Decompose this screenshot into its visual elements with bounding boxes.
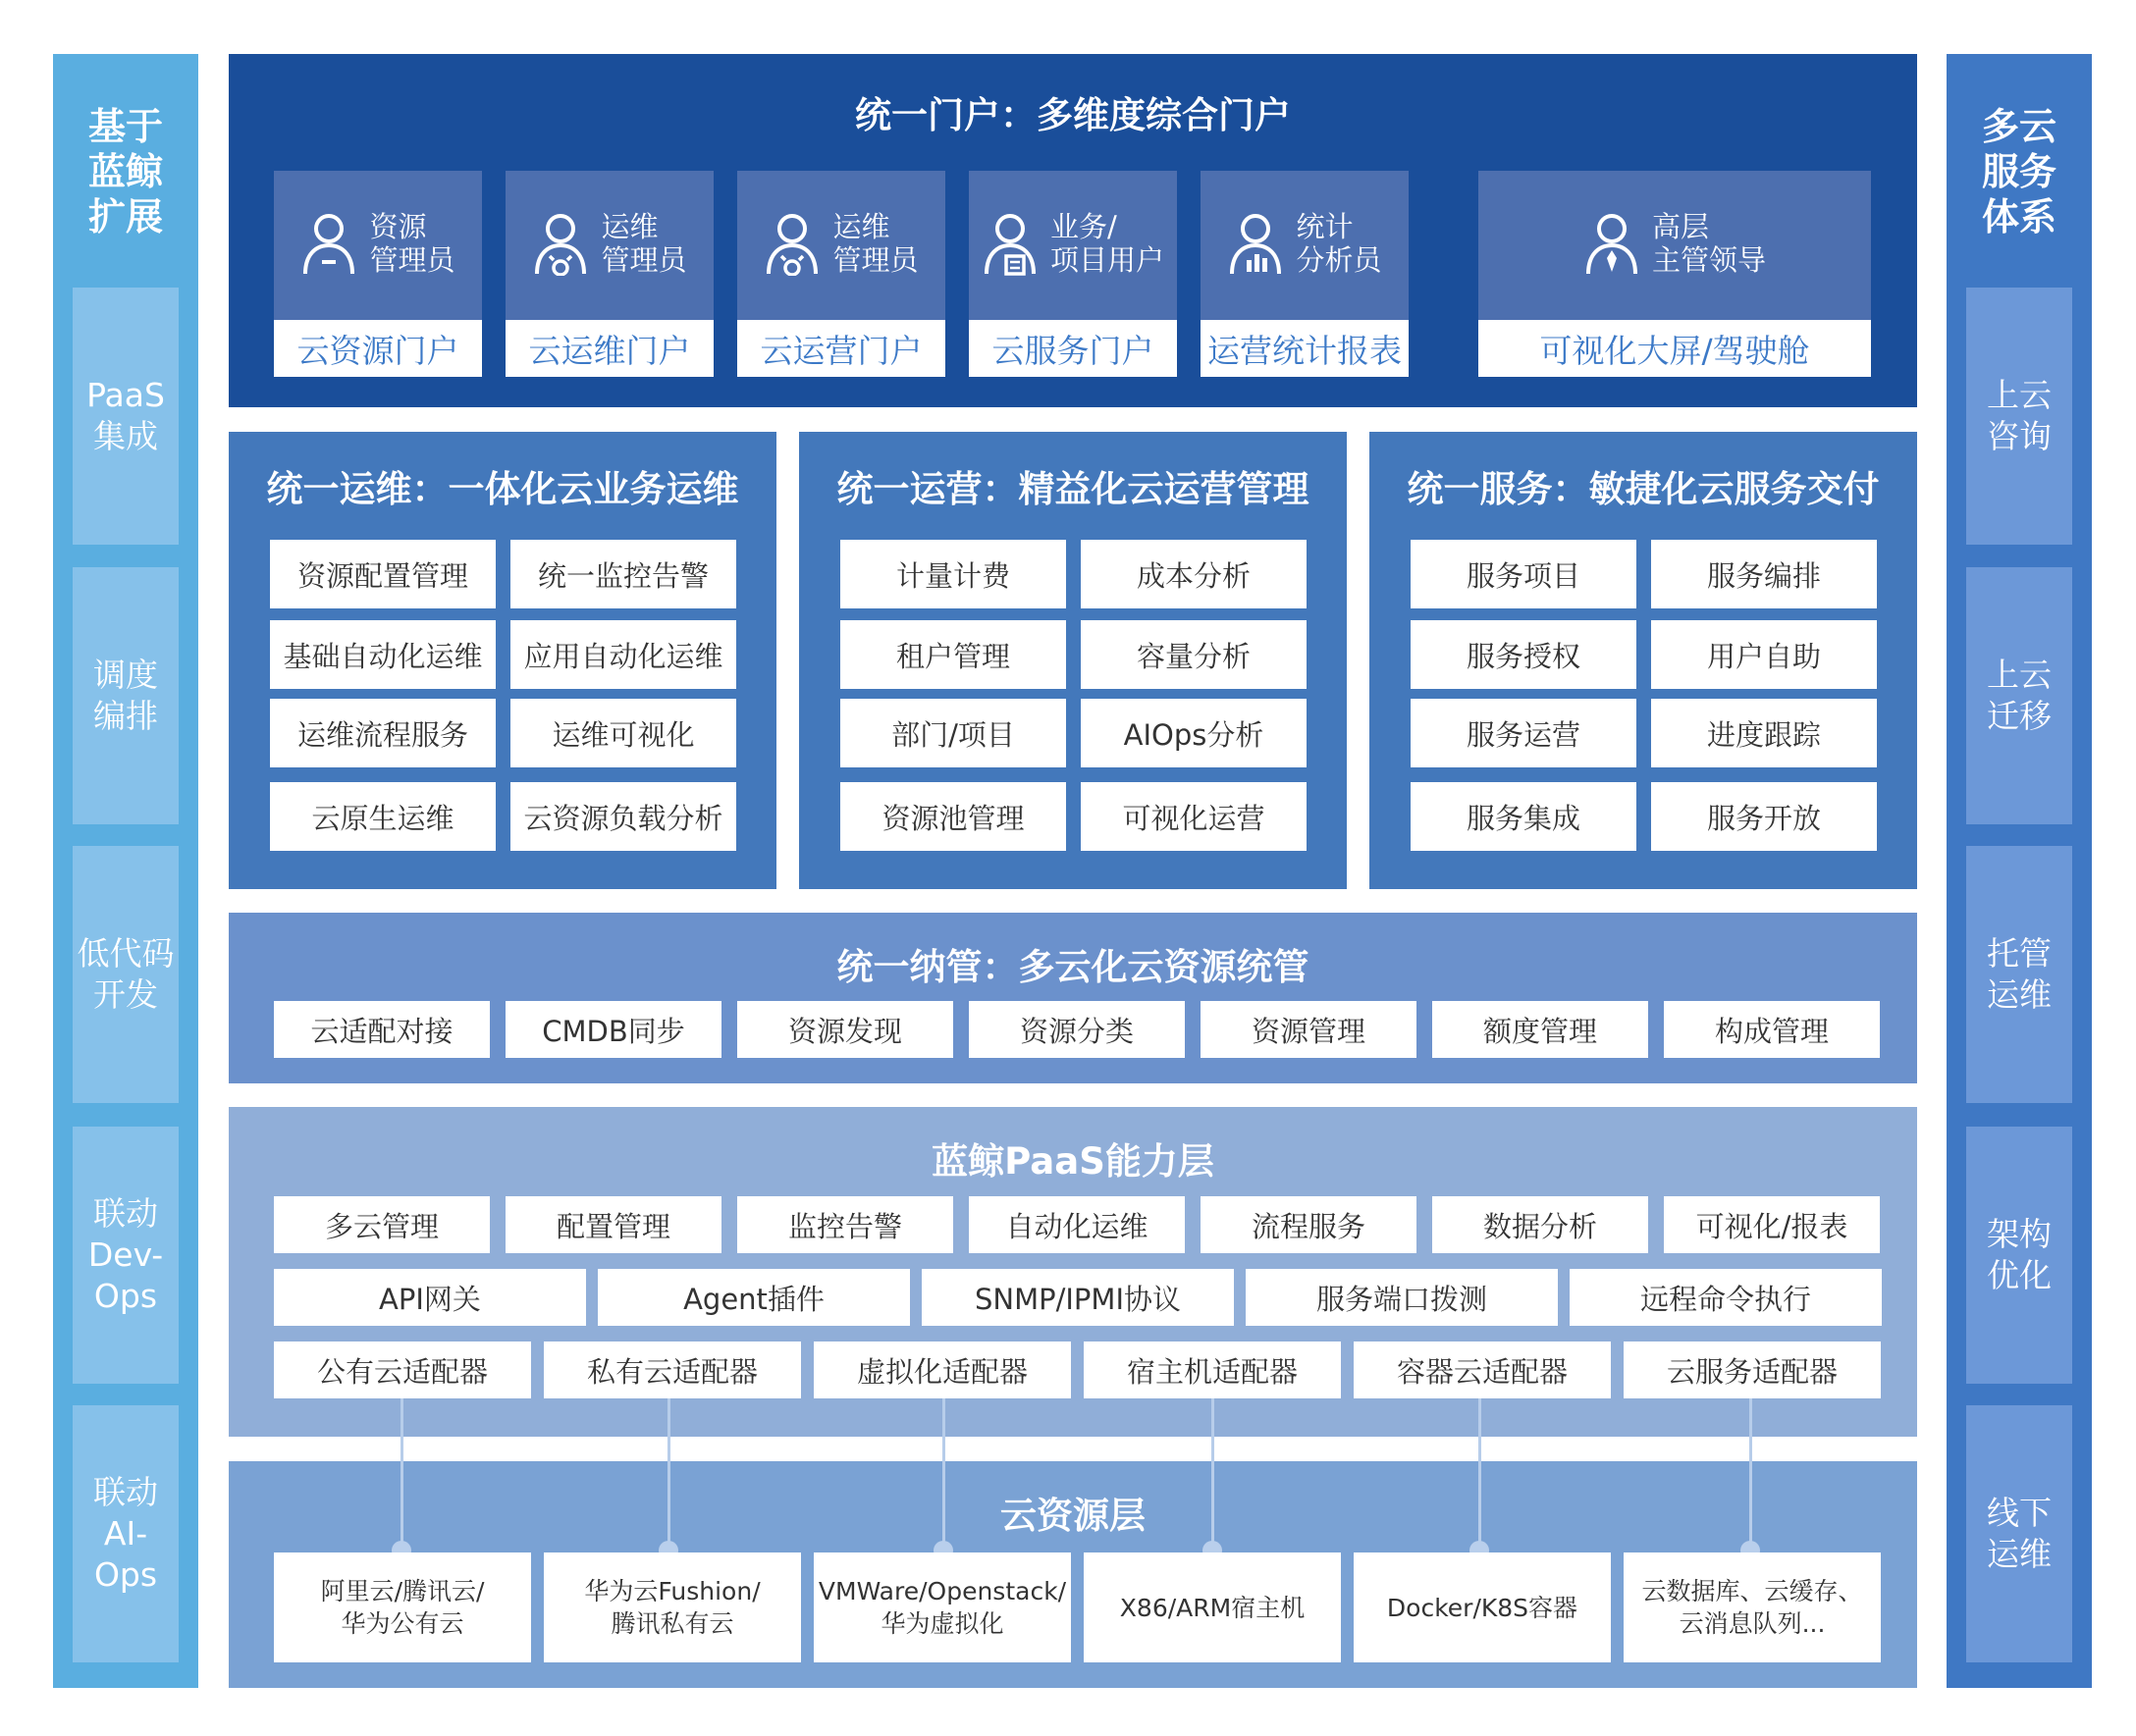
nanguan-title: 统一纳管：多云化云资源统管 [836, 946, 1309, 988]
paas-capability-item[interactable]: 流程服务 [1201, 1196, 1416, 1253]
left-column-item: 调度 编排 [73, 567, 179, 824]
portal-role-card [1478, 171, 1871, 377]
right-column-item: 上云 咨询 [1966, 288, 2072, 545]
paas-protocol-item[interactable]: SNMP/IPMI协议 [922, 1269, 1234, 1326]
service-item[interactable]: 服务编排 [1651, 540, 1877, 608]
role-name: 统计 分析员 [1296, 210, 1382, 277]
connector-line [1211, 1398, 1214, 1551]
portal-link[interactable]: 云运营门户 [737, 320, 945, 377]
cloud-resource-item[interactable]: 云数据库、云缓存、 云消息队列... [1624, 1552, 1881, 1662]
nanguan-item[interactable]: 资源管理 [1201, 1001, 1416, 1058]
portal-title: 统一门户：多维度综合门户 [855, 94, 1291, 136]
paas-adapter-item[interactable]: 宿主机适配器 [1084, 1341, 1341, 1398]
user-doc-icon [982, 211, 1039, 276]
role-header [274, 171, 482, 316]
paas-capability-item[interactable]: 监控告警 [737, 1196, 953, 1253]
right-column-item: 架构 优化 [1966, 1127, 2072, 1384]
connector-line [1749, 1398, 1752, 1551]
portal-role-card [737, 171, 945, 377]
operation-item[interactable]: 容量分析 [1081, 620, 1307, 689]
operation-item[interactable]: 部门/项目 [840, 699, 1066, 767]
ops-item[interactable]: 应用自动化运维 [510, 620, 736, 689]
paas-capability-item[interactable]: 多云管理 [274, 1196, 490, 1253]
nanguan-item[interactable]: 构成管理 [1664, 1001, 1880, 1058]
role-header [737, 171, 945, 316]
cloud-title: 云资源层 [1000, 1495, 1146, 1537]
right-column-item: 线下 运维 [1966, 1405, 2072, 1662]
role-header [1478, 171, 1871, 316]
operation-item[interactable]: 可视化运营 [1081, 782, 1307, 851]
paas-adapter-item[interactable]: 容器云适配器 [1354, 1341, 1611, 1398]
role-header [1201, 171, 1409, 316]
paas-capability-item[interactable]: 配置管理 [506, 1196, 721, 1253]
ops-item[interactable]: 统一监控告警 [510, 540, 736, 608]
service-item[interactable]: 服务运营 [1411, 699, 1636, 767]
nanguan-item[interactable]: 额度管理 [1432, 1001, 1648, 1058]
role-name: 运维 管理员 [601, 210, 687, 277]
role-name: 高层 主管领导 [1651, 210, 1766, 277]
portal-role-card [274, 171, 482, 377]
portal-role-card [969, 171, 1177, 377]
user-chart-icon [1227, 211, 1284, 276]
service-item[interactable]: 服务集成 [1411, 782, 1636, 851]
paas-protocol-item[interactable]: API网关 [274, 1269, 586, 1326]
cloud-resource-item[interactable]: 阿里云/腾讯云/ 华为公有云 [274, 1552, 531, 1662]
right-column-item: 上云 迁移 [1966, 567, 2072, 824]
nanguan-item[interactable]: 资源发现 [737, 1001, 953, 1058]
ops-item[interactable]: 云原生运维 [270, 782, 496, 851]
service-item[interactable]: 服务授权 [1411, 620, 1636, 689]
cloud-resource-item[interactable]: VMWare/Openstack/ 华为虚拟化 [814, 1552, 1071, 1662]
portal-role-card [506, 171, 714, 377]
ops-item[interactable]: 资源配置管理 [270, 540, 496, 608]
role-name: 业务/ 项目用户 [1049, 210, 1164, 277]
paas-protocol-item[interactable]: Agent插件 [598, 1269, 910, 1326]
service-item[interactable]: 进度跟踪 [1651, 699, 1877, 767]
ops-item[interactable]: 基础自动化运维 [270, 620, 496, 689]
service-title: 统一服务：敏捷化云服务交付 [1407, 468, 1880, 510]
ops-item[interactable]: 运维流程服务 [270, 699, 496, 767]
ops-title: 统一运维：一体化云业务运维 [266, 468, 739, 510]
paas-title: 蓝鲸PaaS能力层 [932, 1140, 1214, 1183]
nanguan-item[interactable]: 资源分类 [969, 1001, 1185, 1058]
right-column-title: 多云 服务 体系 [1981, 105, 2056, 238]
operation-item[interactable]: 资源池管理 [840, 782, 1066, 851]
portal-link[interactable]: 云服务门户 [969, 320, 1177, 377]
portal-link[interactable]: 云运维门户 [506, 320, 714, 377]
left-column-item: 联动 Dev- Ops [73, 1127, 179, 1384]
portal-link[interactable]: 云资源门户 [274, 320, 482, 377]
left-column-title: 基于 蓝鲸 扩展 [87, 105, 163, 238]
role-header [506, 171, 714, 316]
operation-item[interactable]: 租户管理 [840, 620, 1066, 689]
operation-title: 统一运营：精益化云运营管理 [836, 468, 1309, 510]
role-name: 资源 管理员 [369, 210, 455, 277]
nanguan-item[interactable]: 云适配对接 [274, 1001, 490, 1058]
cloud-resource-item[interactable]: 华为云Fushion/ 腾讯私有云 [544, 1552, 801, 1662]
connector-line [942, 1398, 945, 1551]
user-ops-icon [764, 211, 821, 276]
paas-adapter-item[interactable]: 公有云适配器 [274, 1341, 531, 1398]
ops-item[interactable]: 云资源负载分析 [510, 782, 736, 851]
portal-role-card [1201, 171, 1409, 377]
paas-capability-item[interactable]: 自动化运维 [969, 1196, 1185, 1253]
ops-item[interactable]: 运维可视化 [510, 699, 736, 767]
operation-item[interactable]: AIOps分析 [1081, 699, 1307, 767]
left-column-item: 低代码 开发 [73, 846, 179, 1103]
role-name: 运维 管理员 [832, 210, 919, 277]
paas-protocol-item[interactable]: 服务端口拨测 [1246, 1269, 1558, 1326]
paas-adapter-item[interactable]: 虚拟化适配器 [814, 1341, 1071, 1398]
user-ops-icon [532, 211, 589, 276]
user-tie-icon [1583, 211, 1640, 276]
paas-adapter-item[interactable]: 私有云适配器 [544, 1341, 801, 1398]
connector-line [668, 1398, 670, 1551]
paas-capability-item[interactable]: 可视化/报表 [1664, 1196, 1880, 1253]
operation-item[interactable]: 计量计费 [840, 540, 1066, 608]
role-header [969, 171, 1177, 316]
connector-line [1478, 1398, 1481, 1551]
paas-protocol-item[interactable]: 远程命令执行 [1570, 1269, 1882, 1326]
operation-item[interactable]: 成本分析 [1081, 540, 1307, 608]
paas-adapter-item[interactable]: 云服务适配器 [1624, 1341, 1881, 1398]
service-item[interactable]: 用户自助 [1651, 620, 1877, 689]
left-column-item: 联动 AI- Ops [73, 1405, 179, 1662]
service-item[interactable]: 服务项目 [1411, 540, 1636, 608]
nanguan-item[interactable]: CMDB同步 [506, 1001, 721, 1058]
cloud-resource-item[interactable]: X86/ARM宿主机 [1084, 1552, 1341, 1662]
portal-link[interactable]: 运营统计报表 [1201, 320, 1409, 377]
connector-line [400, 1398, 403, 1551]
left-column-item: PaaS 集成 [73, 288, 179, 545]
cloud-resource-item[interactable]: Docker/K8S容器 [1354, 1552, 1611, 1662]
service-item[interactable]: 服务开放 [1651, 782, 1877, 851]
right-column-item: 托管 运维 [1966, 846, 2072, 1103]
user-icon [300, 211, 357, 276]
portal-link[interactable]: 可视化大屏/驾驶舱 [1478, 320, 1871, 377]
paas-capability-item[interactable]: 数据分析 [1432, 1196, 1648, 1253]
